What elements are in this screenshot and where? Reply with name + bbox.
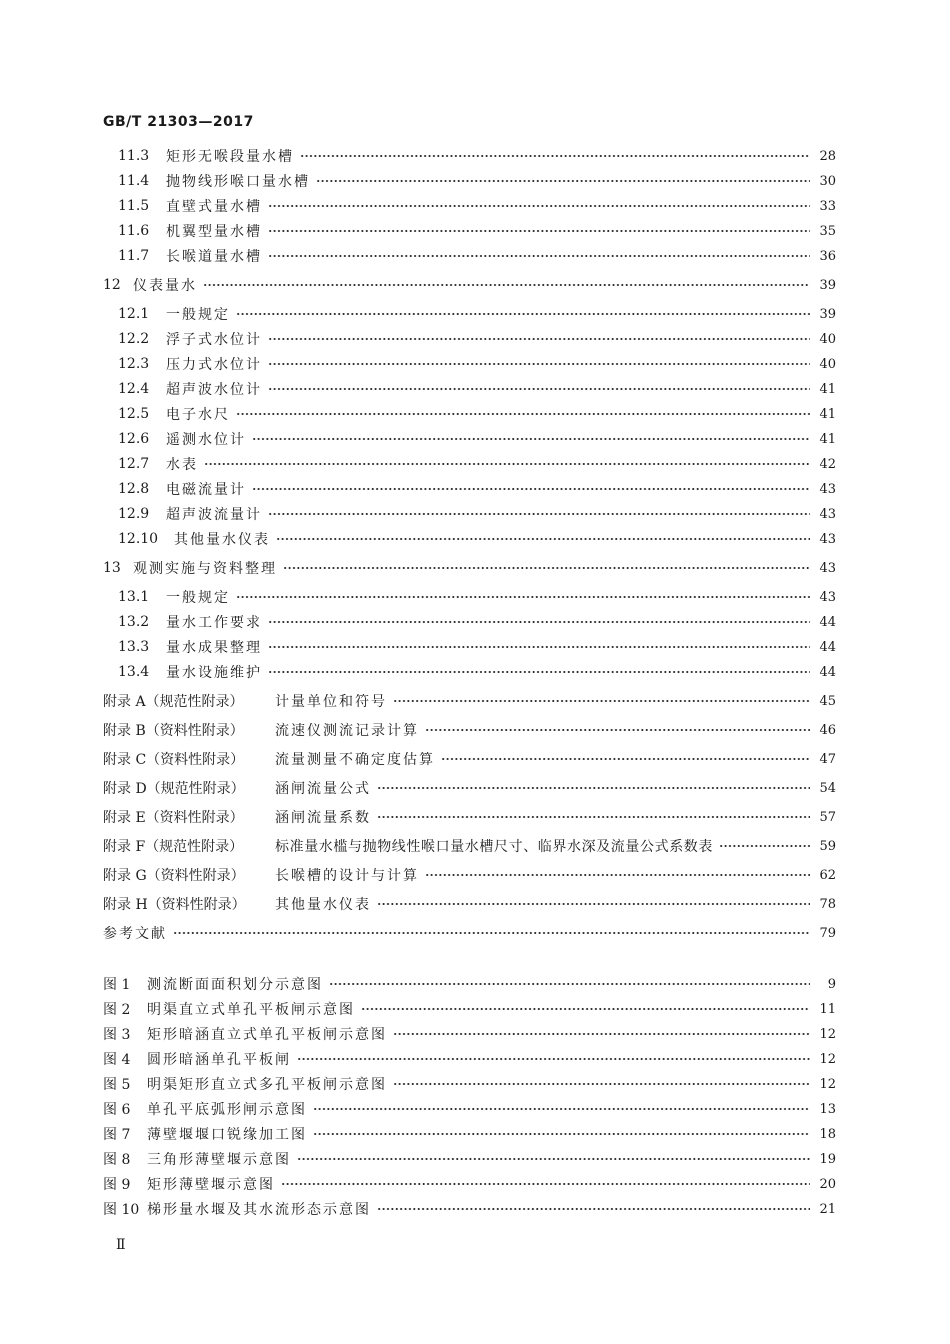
toc-entry-page: 45 [819,693,836,709]
toc-leader-dots [283,562,810,574]
toc-leader-dots [425,724,810,736]
toc-entry-number: 图 4 [103,1052,131,1068]
toc-leader-dots [297,1053,810,1065]
toc-leader-dots [268,508,810,520]
toc-entry-title: 长喉道量水槽 [166,249,262,265]
toc-entry-page: 44 [819,614,836,630]
toc-entry-number: 图 7 [103,1127,131,1143]
toc-entry-title: 矩形薄壁堰示意图 [147,1177,275,1193]
toc-entry-number: 图 8 [103,1152,131,1168]
toc-entry-title: 量水成果整理 [166,640,262,656]
toc-leader-dots [236,308,810,320]
toc-entry-title: 其他量水仪表 [174,532,270,548]
toc-entry-number: 附录 B（资料性附录） [103,723,244,739]
toc-entry-title: 超声波流量计 [166,507,262,523]
toc-entry-title: 直壁式量水槽 [166,199,262,215]
toc-entry-number: 12.10 [118,531,159,547]
toc-entry-page: 54 [819,780,836,796]
toc-leader-dots [377,782,810,794]
toc-entry-page: 44 [819,639,836,655]
toc-entry-page: 39 [819,277,836,293]
toc-entry[interactable] [103,1123,836,1145]
toc-entry-page: 41 [819,406,836,422]
toc-entry-number: 附录 C（资料性附录） [103,752,245,768]
toc-entry-title: 抛物线形喉口量水槽 [166,174,310,190]
toc-leader-dots [252,433,810,445]
toc-leader-dots [268,358,810,370]
toc-entry-title: 计量单位和符号 [275,694,387,710]
toc-entry-title: 电子水尺 [166,407,230,423]
toc-entry-number: 12.8 [118,481,150,497]
toc-entry-number: 图 10 [103,1202,140,1218]
toc-entry-number: 12.7 [118,456,150,472]
toc-entry-page: 62 [819,867,836,883]
toc-leader-dots [236,591,810,603]
toc-entry[interactable] [103,1098,836,1120]
toc-entry-page: 40 [819,331,836,347]
toc-entry-title: 电磁流量计 [166,482,246,498]
toc-entry-page: 43 [819,531,836,547]
toc-entry-title: 流量测量不确定度估算 [275,752,435,768]
toc-entry-page: 13 [819,1101,836,1117]
toc-leader-dots [300,150,810,162]
toc-entry-page: 36 [819,248,836,264]
toc-leader-dots [441,753,810,765]
toc-entry[interactable] [103,1073,836,1095]
toc-leader-dots [276,533,810,545]
toc-entry-number: 附录 D（规范性附录） [103,781,245,797]
toc-leader-dots [719,840,810,852]
toc-entry-number: 11.4 [118,173,150,189]
toc-leader-dots [268,616,810,628]
toc-entry-page: 19 [819,1151,836,1167]
toc-entry-page: 40 [819,356,836,372]
toc-entry[interactable] [103,1148,836,1170]
toc-entry-number: 12.1 [118,306,150,322]
toc-leader-dots [377,811,810,823]
toc-entry-number: 图 6 [103,1102,131,1118]
toc-entry-page: 43 [819,560,836,576]
toc-entry[interactable] [118,220,836,242]
toc-entry-page: 18 [819,1126,836,1142]
toc-entry-page: 35 [819,223,836,239]
toc-entry-number: 11.3 [118,148,150,164]
toc-entry[interactable] [118,636,836,658]
toc-leader-dots [377,1203,810,1215]
toc-entry-number: 图 9 [103,1177,131,1193]
toc-entry[interactable] [118,528,836,550]
toc-entry[interactable] [103,748,836,770]
toc-leader-dots [268,200,810,212]
standard-code-header: GB/T 21303—2017 [103,114,254,130]
toc-leader-dots [297,1153,810,1165]
toc-entry-page: 20 [819,1176,836,1192]
toc-entry-title: 其他量水仪表 [275,897,371,913]
toc-entry-title: 流速仪测流记录计算 [275,723,419,739]
toc-entry[interactable] [103,893,836,915]
toc-entry-title: 长喉槽的设计与计算 [275,868,419,884]
toc-leader-dots [425,869,810,881]
toc-leader-dots [268,641,810,653]
toc-entry-page: 12 [819,1051,836,1067]
toc-entry-page: 9 [827,976,836,992]
toc-leader-dots [268,383,810,395]
toc-entry-number: 附录 A（规范性附录） [103,694,244,710]
toc-entry-page: 30 [819,173,836,189]
toc-leader-dots [203,279,810,291]
toc-leader-dots [268,666,810,678]
toc-leader-dots [313,1128,810,1140]
toc-entry[interactable] [103,777,836,799]
toc-entry[interactable] [103,835,836,857]
toc-entry-page: 28 [819,148,836,164]
toc-entry[interactable] [103,973,836,995]
toc-entry[interactable] [103,274,836,296]
toc-entry-page: 43 [819,589,836,605]
toc-entry-page: 46 [819,722,836,738]
toc-entry-number: 13.2 [118,614,150,630]
toc-entry-title: 浮子式水位计 [166,332,262,348]
toc-entry-page: 43 [819,506,836,522]
toc-entry-title: 测流断面面积划分示意图 [147,977,323,993]
toc-entry-number: 11.5 [118,198,150,214]
toc-entry[interactable] [118,403,836,425]
toc-entry[interactable] [103,864,836,886]
toc-entry-page: 33 [819,198,836,214]
toc-entry-title: 水表 [166,457,198,473]
toc-entry-title: 梯形量水堰及其水流形态示意图 [147,1202,371,1218]
toc-entry-number: 附录 H（资料性附录） [103,897,246,913]
toc-entry[interactable] [103,1023,836,1045]
toc-leader-dots [268,333,810,345]
toc-entry[interactable] [118,503,836,525]
toc-entry[interactable] [103,1173,836,1195]
toc-entry-number: 附录 G（资料性附录） [103,868,245,884]
toc-entry-title: 涵闸流量公式 [275,781,371,797]
toc-entry-number: 附录 F（规范性附录） [103,839,244,855]
toc-entry-number: 12.2 [118,331,150,347]
toc-entry-number: 13 [103,560,121,576]
toc-entry-title: 仪表量水 [133,278,197,294]
toc-leader-dots [393,1028,810,1040]
toc-entry-number: 12.4 [118,381,150,397]
toc-entry-number: 图 5 [103,1077,131,1093]
toc-entry-number: 11.6 [118,223,150,239]
toc-entry-title: 明渠矩形直立式多孔平板闸示意图 [147,1077,387,1093]
toc-entry-number: 11.7 [118,248,150,264]
toc-entry[interactable] [118,145,836,167]
page-number: Ⅱ [116,1237,127,1253]
toc-entry[interactable] [103,1198,836,1220]
toc-entry-number: 13.4 [118,664,150,680]
toc-entry-page: 57 [819,809,836,825]
toc-entry-page: 79 [819,925,836,941]
toc-entry[interactable] [118,453,836,475]
toc-entry[interactable] [118,428,836,450]
toc-entry[interactable] [118,586,836,608]
toc-leader-dots [252,483,810,495]
toc-entry[interactable] [103,806,836,828]
toc-entry[interactable] [118,195,836,217]
toc-leader-dots [377,898,810,910]
toc-leader-dots [361,1003,810,1015]
toc-entry-number: 12.3 [118,356,150,372]
toc-entry-number: 12.9 [118,506,150,522]
toc-entry[interactable] [118,378,836,400]
toc-entry-title: 机翼型量水槽 [166,224,262,240]
toc-entry-number: 12 [103,277,121,293]
toc-leader-dots [268,225,810,237]
toc-entry[interactable] [103,922,836,944]
toc-entry-title: 圆形暗涵单孔平板闸 [147,1052,291,1068]
toc-entry-title: 矩形无喉段量水槽 [166,149,294,165]
toc-entry-title: 一般规定 [166,307,230,323]
toc-entry-page: 41 [819,381,836,397]
toc-entry-title: 三角形薄壁堰示意图 [147,1152,291,1168]
toc-entry-page: 78 [819,896,836,912]
toc-entry-title: 压力式水位计 [166,357,262,373]
toc-entry-page: 11 [819,1001,836,1017]
toc-entry[interactable] [118,478,836,500]
toc-entry-number: 12.5 [118,406,150,422]
toc-entry-title: 单孔平底弧形闸示意图 [147,1102,307,1118]
toc-entry-page: 42 [819,456,836,472]
toc-entry-title: 薄壁堰堰口锐缘加工图 [147,1127,307,1143]
toc-entry-title: 量水设施维护 [166,665,262,681]
toc-entry-title: 遥测水位计 [166,432,246,448]
toc-entry-number: 13.1 [118,589,150,605]
toc-entry-page: 43 [819,481,836,497]
toc-entry-number: 附录 E（资料性附录） [103,810,244,826]
toc-entry-title: 涵闸流量系数 [275,810,371,826]
toc-leader-dots [236,408,810,420]
toc-entry[interactable] [103,1048,836,1070]
toc-entry[interactable] [118,611,836,633]
toc-entry[interactable] [118,245,836,267]
toc-entry[interactable] [103,690,836,712]
toc-leader-dots [393,695,810,707]
toc-entry-title: 明渠直立式单孔平板闸示意图 [147,1002,355,1018]
toc-entry-title: 量水工作要求 [166,615,262,631]
toc-entry-page: 41 [819,431,836,447]
toc-entry-page: 12 [819,1076,836,1092]
toc-leader-dots [173,927,810,939]
toc-entry-page: 59 [819,838,836,854]
toc-entry-page: 39 [819,306,836,322]
toc-leader-dots [268,250,810,262]
toc-entry-title: 标准量水槛与抛物线性喉口量水槽尺寸、临界水深及流量公式系数表 [275,839,713,855]
toc-entry[interactable] [118,170,836,192]
toc-entry-page: 47 [819,751,836,767]
toc-entry-page: 44 [819,664,836,680]
toc-leader-dots [204,458,810,470]
toc-leader-dots [281,1178,810,1190]
toc-entry-number: 13.3 [118,639,150,655]
toc-entry-title: 超声波水位计 [166,382,262,398]
toc-entry-title: 一般规定 [166,590,230,606]
toc-entry[interactable] [118,353,836,375]
toc-entry-number: 图 1 [103,977,131,993]
toc-entry[interactable] [103,557,836,579]
toc-leader-dots [316,175,810,187]
toc-entry[interactable] [118,303,836,325]
toc-entry[interactable] [103,998,836,1020]
toc-entry-page: 12 [819,1026,836,1042]
toc-leader-dots [313,1103,810,1115]
toc-entry[interactable] [118,661,836,683]
toc-entry-title: 矩形暗涵直立式单孔平板闸示意图 [147,1027,387,1043]
toc-entry-title: 观测实施与资料整理 [133,561,277,577]
toc-leader-dots [393,1078,810,1090]
toc-entry[interactable] [103,719,836,741]
toc-leader-dots [329,978,810,990]
toc-entry-number: 图 3 [103,1027,131,1043]
toc-entry-number: 图 2 [103,1002,131,1018]
toc-entry-number: 12.6 [118,431,150,447]
toc-entry-page: 21 [819,1201,836,1217]
toc-entry[interactable] [118,328,836,350]
toc-entry-title: 参考文献 [103,926,167,942]
